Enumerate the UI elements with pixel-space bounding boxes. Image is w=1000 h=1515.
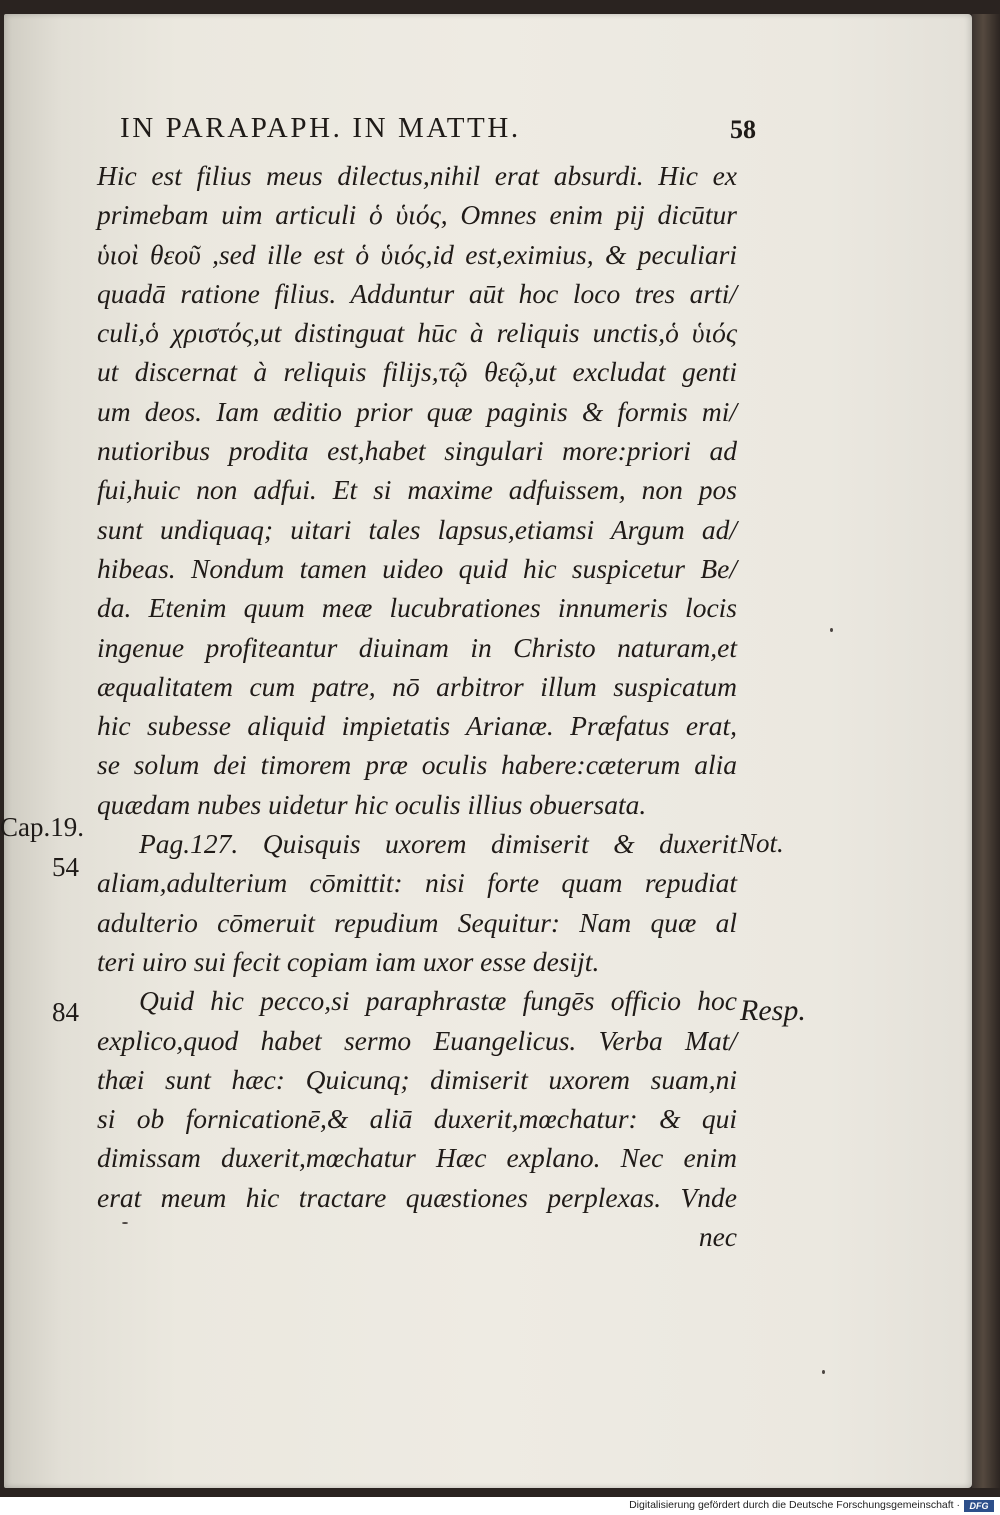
running-head: IN PARAPAPH. IN MATTH. bbox=[120, 112, 521, 144]
text-line: se solum dei timorem præ oculis habere:cæterum alia bbox=[97, 749, 737, 781]
page-number: 58 bbox=[730, 115, 756, 144]
footer-credit: Digitalisierung gefördert durch die Deutsche Forschungsgemeinschaft · bbox=[629, 1499, 960, 1511]
text-line: hic subesse aliquid impietatis Arianæ. Præfatus erat, bbox=[97, 710, 737, 742]
text-line: thæi sunt hæc: Quicunq; dimiserit uxorem suam,ni bbox=[97, 1063, 737, 1095]
text-line: Quid hic pecco,si paraphrastæ fungēs officio hoc bbox=[139, 985, 737, 1017]
text-line: hibeas. Nondum tamen uideo quid hic suspicetur Be/ bbox=[97, 552, 737, 584]
text-line: quædam nubes uidetur hic oculis illius obuersata. bbox=[97, 788, 647, 820]
text-line: Hic est filius meus dilectus,nihil erat absurdi. Hic ex bbox=[97, 160, 737, 191]
text-line: da. Etenim quum meæ lucubrationes innumeris locis bbox=[97, 592, 737, 624]
margin-reference: 84 bbox=[52, 997, 79, 1027]
text-line: ὑιοὶ θεοῦ ,sed ille est ὁ ὑιός,id est,eximius, & peculiari bbox=[97, 238, 737, 270]
margin-reference: 54 bbox=[52, 852, 79, 882]
text-line: ingenue profiteantur diuinam in Christo naturam,et bbox=[97, 631, 737, 663]
text-line: teri uiro sui fecit copiam iam uxor esse desijt. bbox=[97, 945, 600, 977]
paper-speck bbox=[822, 1370, 825, 1374]
text-line: adulterio cōmeruit repudium Sequitur: Nam quæ al bbox=[97, 906, 737, 938]
text-line: culi,ὁ χριστός,ut distinguat hūc à reliquis unctis,ὁ ὑιός bbox=[97, 317, 737, 349]
paper-speck bbox=[122, 1222, 128, 1224]
margin-response-label: Resp. bbox=[740, 994, 806, 1027]
margin-chapter-label: Cap.19. bbox=[0, 812, 84, 842]
body-text bbox=[97, 156, 737, 1256]
paper-speck bbox=[830, 628, 833, 632]
text-line: Pag.127. Quisquis uxorem dimiserit & duxerit bbox=[139, 828, 737, 860]
margin-note-label: Not. bbox=[738, 828, 784, 858]
text-line: si ob fornicationē,& aliā duxerit,mœchatur: & qui bbox=[97, 1103, 737, 1135]
text-line: quadā ratione filius. Adduntur aūt hoc loco tres arti/ bbox=[97, 277, 737, 309]
dfg-logo-icon: DFG bbox=[964, 1500, 994, 1512]
text-line: æqualitatem cum patre, nō arbitror illum suspicatum bbox=[97, 670, 737, 702]
text-line: fui,huic non adfui. Et si maxime adfuissem, non pos bbox=[97, 474, 737, 506]
text-line: sunt undiquaq; uitari tales lapsus,etiamsi Argum ad/ bbox=[97, 513, 737, 545]
text-line: aliam,adulterium cōmittit: nisi forte quam repudiat bbox=[97, 867, 737, 899]
text-line: ut discernat à reliquis filijs,τῷ θεῷ,ut excludat genti bbox=[97, 356, 737, 388]
text-line: dimissam duxerit,mœchatur Hæc explano. Nec enim bbox=[97, 1142, 737, 1174]
text-line: um deos. Iam æditio prior quæ paginis & formis mi/ bbox=[97, 395, 737, 427]
text-line: erat meum hic tractare quæstiones perplexas. Vnde bbox=[97, 1181, 737, 1213]
text-line: explico,quod habet sermo Euangelicus. Verba Mat/ bbox=[97, 1024, 737, 1056]
catchword: nec bbox=[698, 1221, 737, 1253]
text-line: primebam uim articuli ὁ ὑιός, Omnes enim pij dicūtur bbox=[97, 199, 737, 231]
text-line: nutioribus prodita est,habet singulari more:priori ad bbox=[97, 435, 737, 467]
book-edge bbox=[972, 14, 1000, 1488]
